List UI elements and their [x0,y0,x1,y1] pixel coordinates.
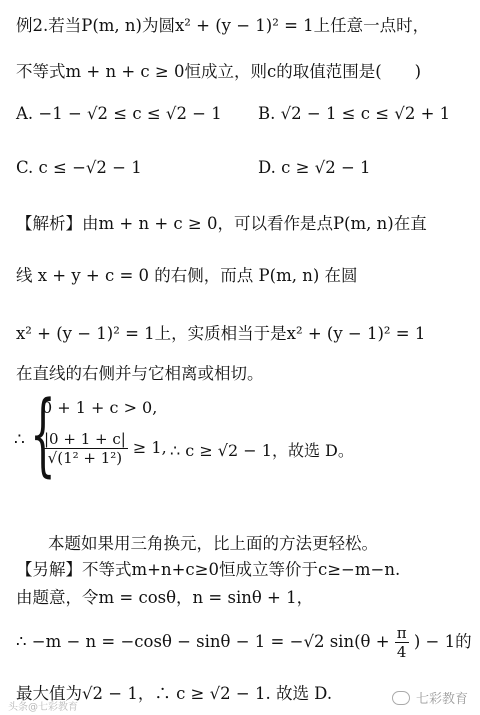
alt-line-4: 最大值为√2 − 1，∴ c ≥ √2 − 1. 故选 D. [16,684,333,703]
note-line: 本题如果用三角换元，比上面的方法更轻松。 [48,534,378,553]
distance-fraction [42,430,128,467]
alt-line-2: 由题意，令m = cosθ，n = sinθ + 1， [16,588,314,607]
problem-line-2: 不等式m + n + c ≥ 0恒成立，则c的取值范围是( ) [16,62,422,81]
system-condition-2 [42,430,167,467]
pi-denominator: 4 [396,643,407,661]
system-brace: { [30,382,56,487]
inequality-tail: ≥ 1, [132,438,167,457]
alt-line-3 [16,624,472,661]
alt-line-3-start: ∴ −m − n = −cosθ − sinθ − 1 = −√2 sin(θ + [16,632,390,651]
solution-line-2: 线 x + y + c = 0 的右侧，而点 P(m, n) 在圆 [16,266,358,285]
watermark-right: 七彩教育 [392,688,468,707]
pi-numerator: π [396,624,407,642]
watermark-left: 头条@七彩教育 [8,702,78,713]
option-b: B. √2 − 1 ≤ c ≤ √2 + 1 [258,104,451,123]
option-d: D. c ≥ √2 − 1 [258,158,371,177]
problem-line-1: 例2.若当P(m, n)为圆x² + (y − 1)² = 1上任意一点时， [16,16,430,35]
solution-conclusion: ∴ c ≥ √2 − 1，故选 D。 [170,441,354,460]
fraction-denominator: √(1² + 1²) [47,449,123,467]
option-a: A. −1 − √2 ≤ c ≤ √2 − 1 [16,104,222,123]
solution-line-3: x² + (y − 1)² = 1上，实质相当于是x² + (y − 1)² = 1 [16,324,426,343]
wechat-logo-icon [392,691,410,705]
option-c: C. c ≤ −√2 − 1 [16,158,142,177]
solution-line-4: 在直线的右侧并与它相离或相切。 [16,364,264,383]
fraction-numerator: |0 + 1 + c| [44,430,126,448]
pi-over-four [395,624,409,661]
system-condition-1: 0 + 1 + c > 0, [42,398,158,417]
solution-line-1: 【解析】由m + n + c ≥ 0，可以看作是点P(m, n)在直 [16,214,427,233]
therefore-symbol: ∴ [14,430,25,450]
alt-line-3-end: ) − 1的 [413,632,472,651]
alt-line-1: 【另解】不等式m+n+c≥0恒成立等价于c≥−m−n. [16,560,401,579]
